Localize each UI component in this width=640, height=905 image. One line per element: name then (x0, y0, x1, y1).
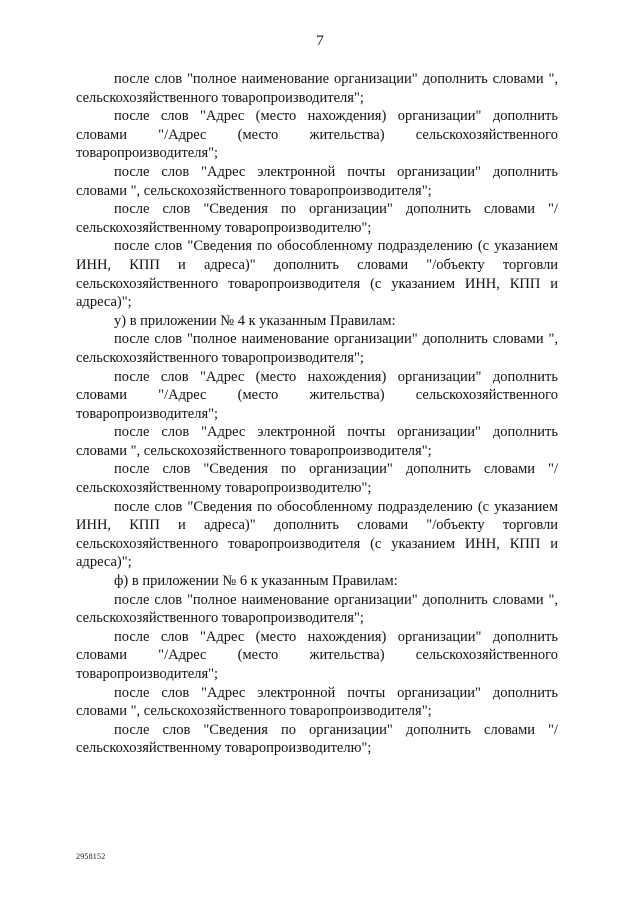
paragraph: после слов "Сведения по обособленному подразделению (с указанием ИНН, КПП и адреса)" дополнить словами "/объекту торговли сельскохозяйственного товаропроизводителя (с указанием ИНН, КПП и адреса)"; (76, 238, 558, 311)
paragraph: после слов "полное наименование организации" дополнить словами ", сельскохозяйственного товаропроизводителя"; (76, 591, 558, 627)
section-heading: ф) в приложении № 6 к указанным Правилам: (114, 573, 398, 590)
paragraph: после слов "Адрес (место нахождения) организации" дополнить словами "/Адрес (место жительства) сельскохозяйственного товаропроизводителя"; (76, 368, 558, 422)
paragraph: после слов "Адрес электронной почты организации" дополнить словами ", сельскохозяйственного товаропроизводителя"; (76, 424, 558, 459)
paragraph: после слов "Адрес электронной почты организации" дополнить словами ", сельскохозяйственного товаропроизводителя"; (76, 163, 558, 199)
paragraph: после слов "Сведения по организации" дополнить словами "/сельскохозяйственному товаропроизводителю"; (76, 461, 558, 497)
page-number: 7 (316, 33, 324, 49)
paragraph: после слов "полное наименование организации" дополнить словами ", сельскохозяйственного товаропроизводителя"; (76, 71, 558, 106)
document-code: 2958152 (76, 852, 106, 861)
paragraph: после слов "полное наименование организации" дополнить словами ", сельскохозяйственного товаропроизводителя"; (76, 331, 558, 366)
paragraph: после слов "Сведения по организации" дополнить словами "/сельскохозяйственному товаропроизводителю"; (76, 201, 558, 236)
section-heading: у) в приложении № 4 к указанным Правилам: (114, 312, 396, 329)
paragraph: после слов "Сведения по обособленному подразделению (с указанием ИНН, КПП и адреса)" дополнить словами "/объекту торговли сельскохозяйственного товаропроизводителя (с указанием ИНН, КПП и адреса)"; (76, 498, 558, 571)
paragraph: после слов "Адрес (место нахождения) организации" дополнить словами "/Адрес (место жительства) сельскохозяйственного товаропроизводителя"; (76, 628, 558, 682)
paragraph: после слов "Адрес электронной почты организации" дополнить словами ", сельскохозяйственного товаропроизводителя"; (76, 684, 558, 720)
document-body (76, 70, 558, 758)
paragraph: после слов "Сведения по организации" дополнить словами "/сельскохозяйственному товаропроизводителю"; (76, 721, 558, 757)
paragraph: после слов "Адрес (место нахождения) организации" дополнить словами "/Адрес (место жительства) сельскохозяйственного товаропроизводителя"; (76, 108, 558, 162)
